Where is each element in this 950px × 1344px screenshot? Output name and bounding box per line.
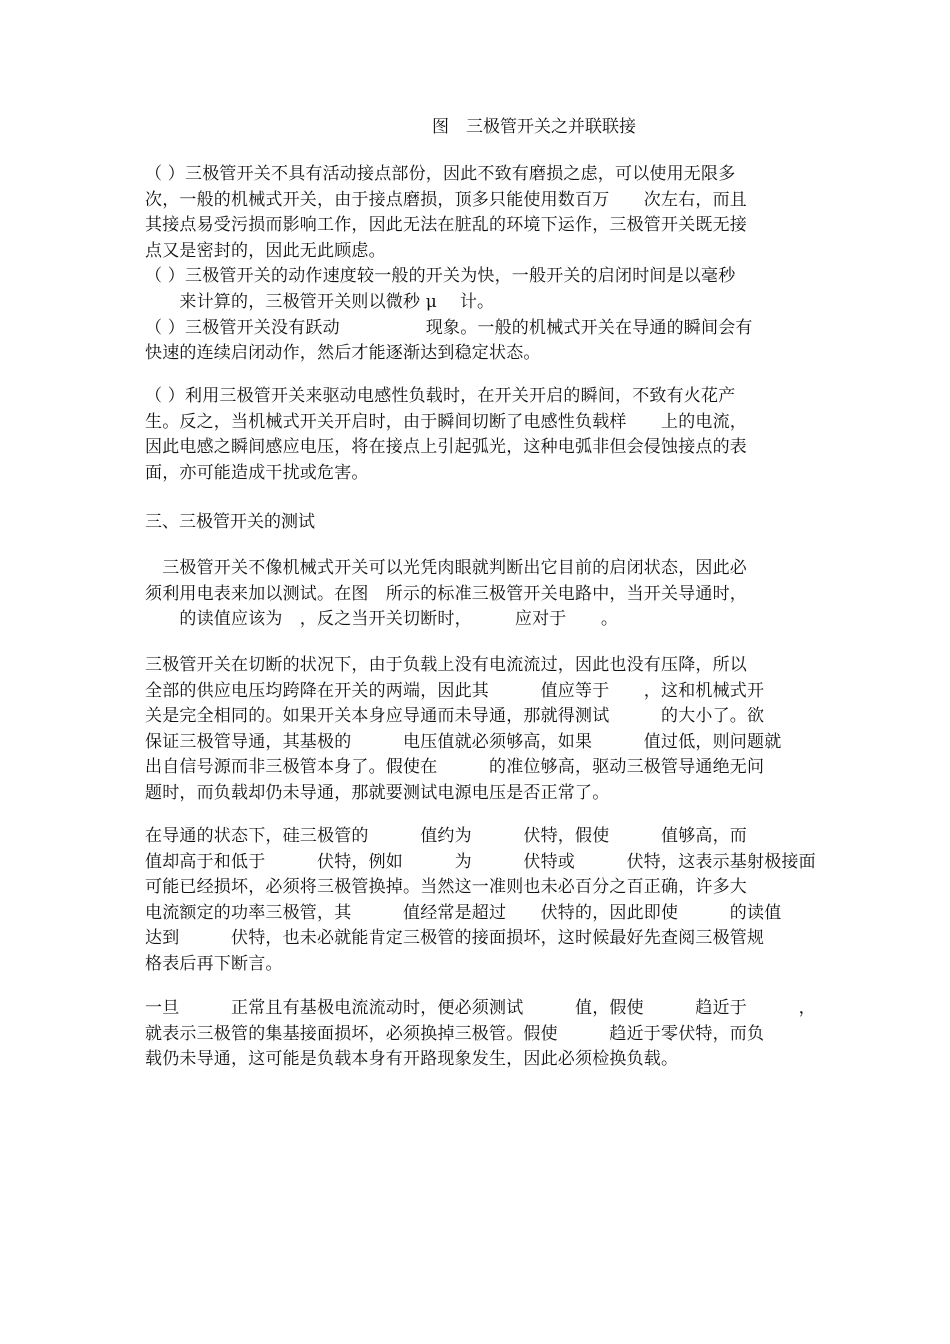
text-line: （ ）三极管开关不具有活动接点部份，因此不致有磨损之虑，可以使用无限多 bbox=[145, 164, 736, 184]
text-line: 电流额定的功率三极管，其 值经常是超过 伏特的，因此即使 的读值 bbox=[145, 902, 782, 923]
paragraph-conduction-state bbox=[145, 824, 825, 978]
text-line: （ ）利用三极管开关来驱动电感性负载时，在开关开启的瞬间，不致有火花产 bbox=[145, 386, 736, 406]
section-heading: 三、三极管开关的测试 bbox=[145, 512, 315, 532]
text-line: 就表示三极管的集基接面损坏，必须换掉三极管。假使 趋近于零伏特，而负 bbox=[145, 1023, 765, 1044]
text-line: 因此电感之瞬间感应电压，将在接点上引起弧光，这种电弧非但会侵蚀接点的表 bbox=[145, 437, 747, 458]
paragraph-advantages bbox=[145, 162, 825, 367]
text-line: 快速的连续启闭动作，然后才能逐渐达到稳定状态。 bbox=[145, 343, 541, 364]
figure-caption: 图 三极管开关之并联联接 bbox=[432, 117, 636, 137]
paragraph-testing-intro bbox=[145, 556, 825, 633]
text-line: 须利用电表来加以测试。在图 所示的标准三极管开关电路中，当开关导通时， bbox=[145, 583, 747, 604]
text-line: 来计算的，三极管开关则以微秒 μ 计。 bbox=[145, 291, 495, 312]
text-line: 次，一般的机械式开关，由于接点磨损，顶多只能使用数百万 次左右，而且 bbox=[145, 189, 747, 210]
text-line: 达到 伏特，也未必就能肯定三极管的接面损坏，这时候最好先查阅三极管规 bbox=[145, 928, 765, 949]
text-line: 值却高于和低于 伏特，例如 为 伏特或 伏特，这表示基射极接面 bbox=[145, 851, 816, 872]
text-line: 的读值应该为 ，反之当开关切断时， 应对于 。 bbox=[145, 609, 619, 630]
text-line: 在导通的状态下，硅三极管的 值约为 伏特，假使 值够高，而 bbox=[145, 826, 747, 846]
text-line: 生。反之，当机械式开关开启时，由于瞬间切断了电感性负载样 上的电流， bbox=[145, 411, 747, 432]
text-line: 格表后再下断言。 bbox=[145, 953, 283, 974]
text-line: 一旦 正常且有基极电流流动时，便必须测试 值，假使 趋近于 ， bbox=[145, 998, 816, 1018]
text-line: （ ）三极管开关的动作速度较一般的开关为快，一般开关的启闭时间是以毫秒 bbox=[145, 266, 736, 287]
text-line: 三极管开关在切断的状况下，由于负载上没有电流流过，因此也没有压降，所以 bbox=[145, 655, 747, 675]
paragraph-collector-test bbox=[145, 996, 825, 1073]
text-line: 三极管开关不像机械式开关可以光凭肉眼就判断出它目前的启闭状态，因此必 bbox=[145, 558, 747, 578]
text-line: 全部的供应电压均跨降在开关的两端，因此其 值应等于 ，这和机械式开 bbox=[145, 680, 765, 701]
text-line: 其接点易受污损而影响工作，因此无法在脏乱的环境下运作，三极管开关既无接 bbox=[145, 215, 747, 236]
text-line: 载仍未导通，这可能是负载本身有开路现象发生，因此必须检换负载。 bbox=[145, 1049, 679, 1070]
text-line: （ ）三极管开关没有跃动 现象。一般的机械式开关在导通的瞬间会有 bbox=[145, 317, 753, 338]
text-line: 点又是密封的，因此无此顾虑。 bbox=[145, 240, 386, 261]
text-line: 题时，而负载却仍未导通，那就要测试电源电压是否正常了。 bbox=[145, 782, 610, 803]
text-line: 面，亦可能造成干扰或危害。 bbox=[145, 462, 369, 483]
text-line: 可能已经损坏，必须将三极管换掉。当然这一准则也未必百分之百正确，许多大 bbox=[145, 877, 747, 898]
paragraph-cutoff-state bbox=[145, 653, 825, 807]
text-line: 保证三极管导通，其基极的 电压值就必须够高，如果 值过低，则问题就 bbox=[145, 731, 782, 752]
text-line: 出自信号源而非三极管本身了。假使在 的准位够高，驱动三极管导通绝无问 bbox=[145, 757, 765, 778]
text-line: 关是完全相同的。如果开关本身应导通而未导通，那就得测试 的大小了。欲 bbox=[145, 706, 765, 727]
paragraph-inductive-load bbox=[145, 384, 825, 486]
